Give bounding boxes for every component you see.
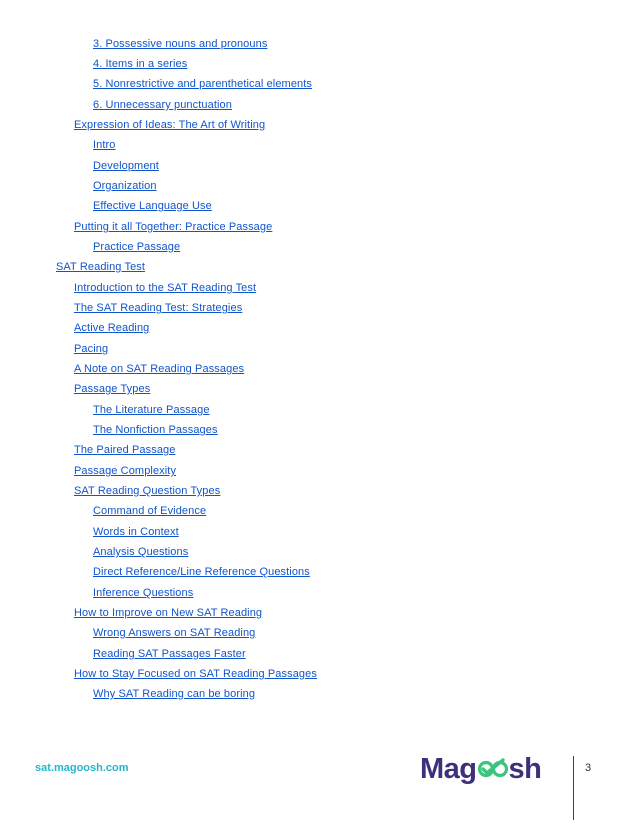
checkmark-icon xyxy=(478,758,508,780)
toc-item-effective-language-use[interactable]: Effective Language Use xyxy=(93,200,212,212)
toc-item-command-of-evidence[interactable]: Command of Evidence xyxy=(93,505,207,517)
toc-item-stay-focused[interactable]: How to Stay Focused on SAT Reading Passages xyxy=(74,668,317,680)
toc-item-passage-complexity[interactable]: Passage Complexity xyxy=(74,465,177,477)
footer-divider xyxy=(573,756,574,820)
toc-item-direct-reference[interactable]: Direct Reference/Line Reference Questions xyxy=(93,566,310,578)
toc-item-words-in-context[interactable]: Words in Context xyxy=(93,526,179,538)
toc-item-inference-questions[interactable]: Inference Questions xyxy=(93,587,194,599)
toc-item-nonrestrictive-elements[interactable]: 5. Nonrestrictive and parenthetical elements xyxy=(93,78,313,90)
toc-item-active-reading[interactable]: Active Reading xyxy=(74,322,150,334)
logo-text-left: Mag xyxy=(420,753,477,785)
toc-item-how-to-improve[interactable]: How to Improve on New SAT Reading xyxy=(74,607,263,619)
toc-item-putting-it-together[interactable]: Putting it all Together: Practice Passage xyxy=(74,221,273,233)
toc-item-items-in-series[interactable]: 4. Items in a series xyxy=(93,58,188,70)
toc-item-analysis-questions[interactable]: Analysis Questions xyxy=(93,546,189,558)
toc-item-organization[interactable]: Organization xyxy=(93,180,157,192)
toc-item-unnecessary-punctuation[interactable]: 6. Unnecessary punctuation xyxy=(93,99,232,111)
logo-text-right: sh xyxy=(508,753,542,785)
toc-item-practice-passage[interactable]: Practice Passage xyxy=(93,241,181,253)
toc-item-possessive-nouns[interactable]: 3. Possessive nouns and pronouns xyxy=(93,38,268,50)
footer-website-link[interactable]: sat.magoosh.com xyxy=(35,762,129,774)
toc-item-intro-sat-reading[interactable]: Introduction to the SAT Reading Test xyxy=(74,282,257,294)
toc-item-passage-types[interactable]: Passage Types xyxy=(74,383,151,395)
toc-item-pacing[interactable]: Pacing xyxy=(74,343,109,355)
toc-item-sat-reading-test[interactable]: SAT Reading Test xyxy=(56,261,146,273)
toc-item-development[interactable]: Development xyxy=(93,160,159,172)
toc-item-wrong-answers[interactable]: Wrong Answers on SAT Reading xyxy=(93,627,256,639)
toc-item-reading-faster[interactable]: Reading SAT Passages Faster xyxy=(93,648,246,660)
toc-item-nonfiction-passages[interactable]: The Nonfiction Passages xyxy=(93,424,218,436)
toc-item-reading-boring[interactable]: Why SAT Reading can be boring xyxy=(93,688,256,700)
page-number: 3 xyxy=(585,762,592,774)
toc-item-intro[interactable]: Intro xyxy=(93,139,116,151)
toc-item-question-types[interactable]: SAT Reading Question Types xyxy=(74,485,221,497)
toc-item-expression-of-ideas[interactable]: Expression of Ideas: The Art of Writing xyxy=(74,119,266,131)
magoosh-logo xyxy=(420,753,541,785)
toc-item-note-on-passages[interactable]: A Note on SAT Reading Passages xyxy=(74,363,245,375)
toc-item-paired-passage[interactable]: The Paired Passage xyxy=(74,444,176,456)
toc-item-reading-strategies[interactable]: The SAT Reading Test: Strategies xyxy=(74,302,243,314)
toc-item-literature-passage[interactable]: The Literature Passage xyxy=(93,404,210,416)
